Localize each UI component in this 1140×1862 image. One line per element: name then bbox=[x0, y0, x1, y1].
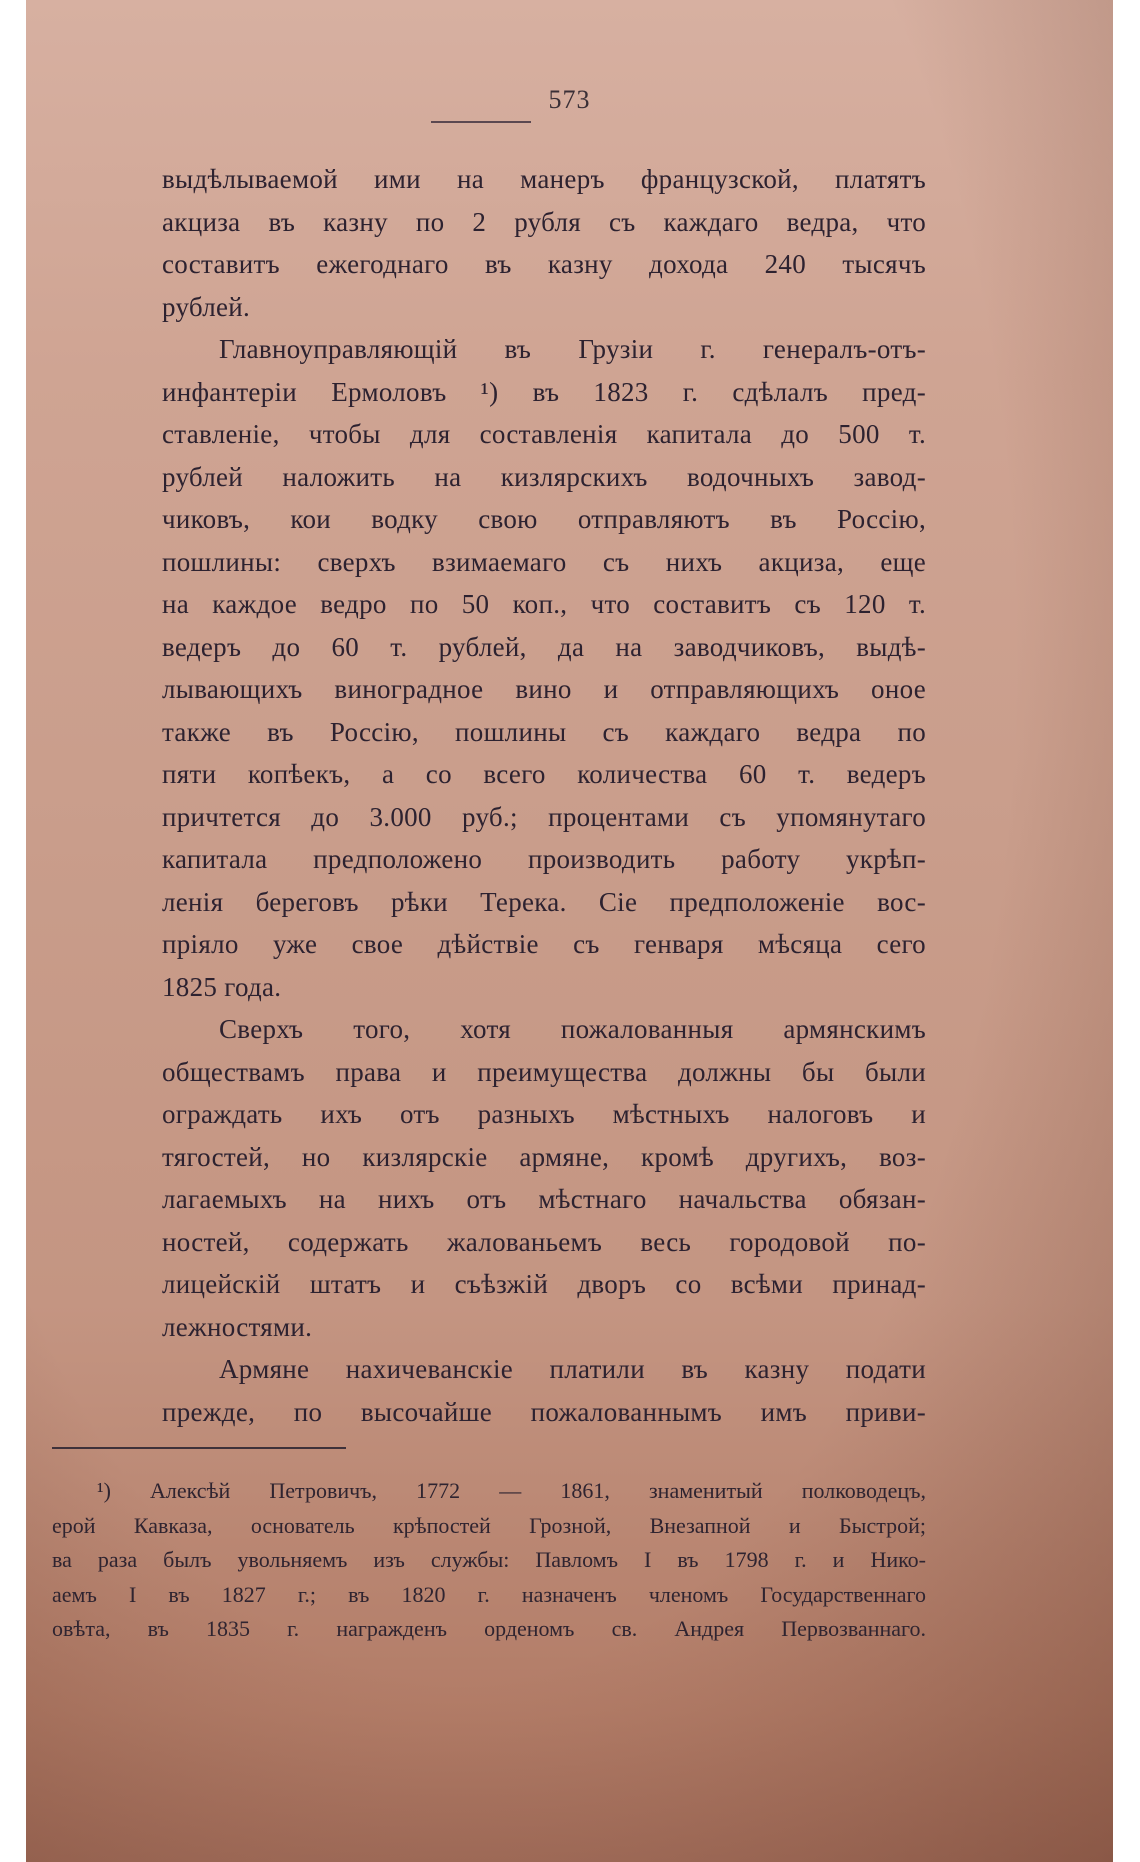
body-line: причтется до 3.000 руб.; процентами съ упомянутаго bbox=[162, 801, 926, 832]
body-line: также въ Россію, пошлины съ каждаго ведра по bbox=[162, 716, 926, 747]
body-line: обществамъ права и преимущества должны бы были bbox=[162, 1056, 926, 1087]
page-number-rule bbox=[431, 121, 531, 123]
body-line: тягостей, но кизлярскіе армяне, кромѣ другихъ, воз- bbox=[162, 1141, 926, 1172]
footnotes bbox=[52, 1474, 926, 1647]
body-line: лежностями. bbox=[162, 1311, 313, 1342]
body-line: инфантеріи Ермоловъ ¹) въ 1823 г. сдѣлалъ пред- bbox=[162, 376, 926, 407]
body-line: рублей. bbox=[162, 291, 251, 322]
body-line: ставленіе, чтобы для составленія капитала до 500 т. bbox=[162, 419, 926, 449]
body-line: на каждое ведро по 50 коп., что составитъ съ 120 т. bbox=[162, 589, 926, 619]
body-line: пяти копѣекъ, а со всего количества 60 т. ведеръ bbox=[162, 759, 926, 789]
footnote-line: ва раза былъ увольняемъ изъ службы: Павломъ I въ 1798 г. и Нико- bbox=[52, 1547, 926, 1572]
body-line: Главноуправляющій въ Грузіи г. генералъ-отъ- bbox=[219, 334, 926, 364]
body-line: капитала предположено производить работу укрѣп- bbox=[162, 844, 926, 874]
body-line: чиковъ, кои водку свою отправляютъ въ Россію, bbox=[162, 504, 926, 534]
body-line: лывающихъ виноградное вино и отправляющихъ оное bbox=[162, 674, 926, 704]
body-line: лагаемыхъ на нихъ отъ мѣстнаго начальства обязан- bbox=[162, 1184, 926, 1214]
footnote-line: ерой Кавказа, основатель крѣпостей Грозной, Внезапной и Быстрой; bbox=[52, 1512, 926, 1538]
body-text bbox=[162, 158, 926, 1433]
body-line: акциза въ казну по 2 рубля съ каждаго ведра, что bbox=[162, 206, 926, 237]
body-line: пошлины: сверхъ взимаемаго съ нихъ акциза, еще bbox=[162, 546, 926, 577]
body-line: лицейскій штатъ и съѣзжій дворъ со всѣми принад- bbox=[162, 1269, 926, 1299]
body-line: ностей, содержать жалованьемъ весь городовой по- bbox=[162, 1226, 926, 1257]
body-line: Армяне нахичеванскіе платили въ казну подати bbox=[219, 1354, 926, 1384]
footnote-line: овѣта, въ 1835 г. награжденъ орденомъ св. Андрея Первозваннаго. bbox=[52, 1616, 926, 1641]
footnote-line: аемъ I въ 1827 г.; въ 1820 г. назначенъ членомъ Государственнаго bbox=[52, 1581, 926, 1607]
body-line: составитъ ежегоднаго въ казну дохода 240 тысячъ bbox=[162, 249, 926, 279]
body-line: выдѣлываемой ими на манеръ французской, платятъ bbox=[162, 164, 926, 194]
body-line: ленія береговъ рѣки Терека. Сіе предположеніе вос- bbox=[162, 886, 926, 917]
footnote-rule bbox=[52, 1447, 346, 1449]
footnote-line: ¹) Алексѣй Петровичъ, 1772 — 1861, знаменитый полководецъ, bbox=[97, 1478, 926, 1503]
body-line: ведеръ до 60 т. рублей, да на заводчиковъ, выдѣ- bbox=[162, 631, 926, 662]
body-line: ограждать ихъ отъ разныхъ мѣстныхъ налоговъ и bbox=[162, 1099, 926, 1129]
body-line: 1825 года. bbox=[162, 971, 282, 1002]
page-number: 573 bbox=[548, 85, 591, 114]
body-line: рублей наложить на кизлярскихъ водочныхъ завод- bbox=[162, 461, 926, 492]
scanned-page bbox=[26, 0, 1113, 1862]
body-line: Сверхъ того, хотя пожалованныя армянскимъ bbox=[219, 1014, 926, 1044]
body-line: пріяло уже свое дѣйствіе съ генваря мѣсяца сего bbox=[162, 929, 926, 959]
body-line: прежде, по высочайше пожалованнымъ имъ приви- bbox=[162, 1396, 926, 1427]
